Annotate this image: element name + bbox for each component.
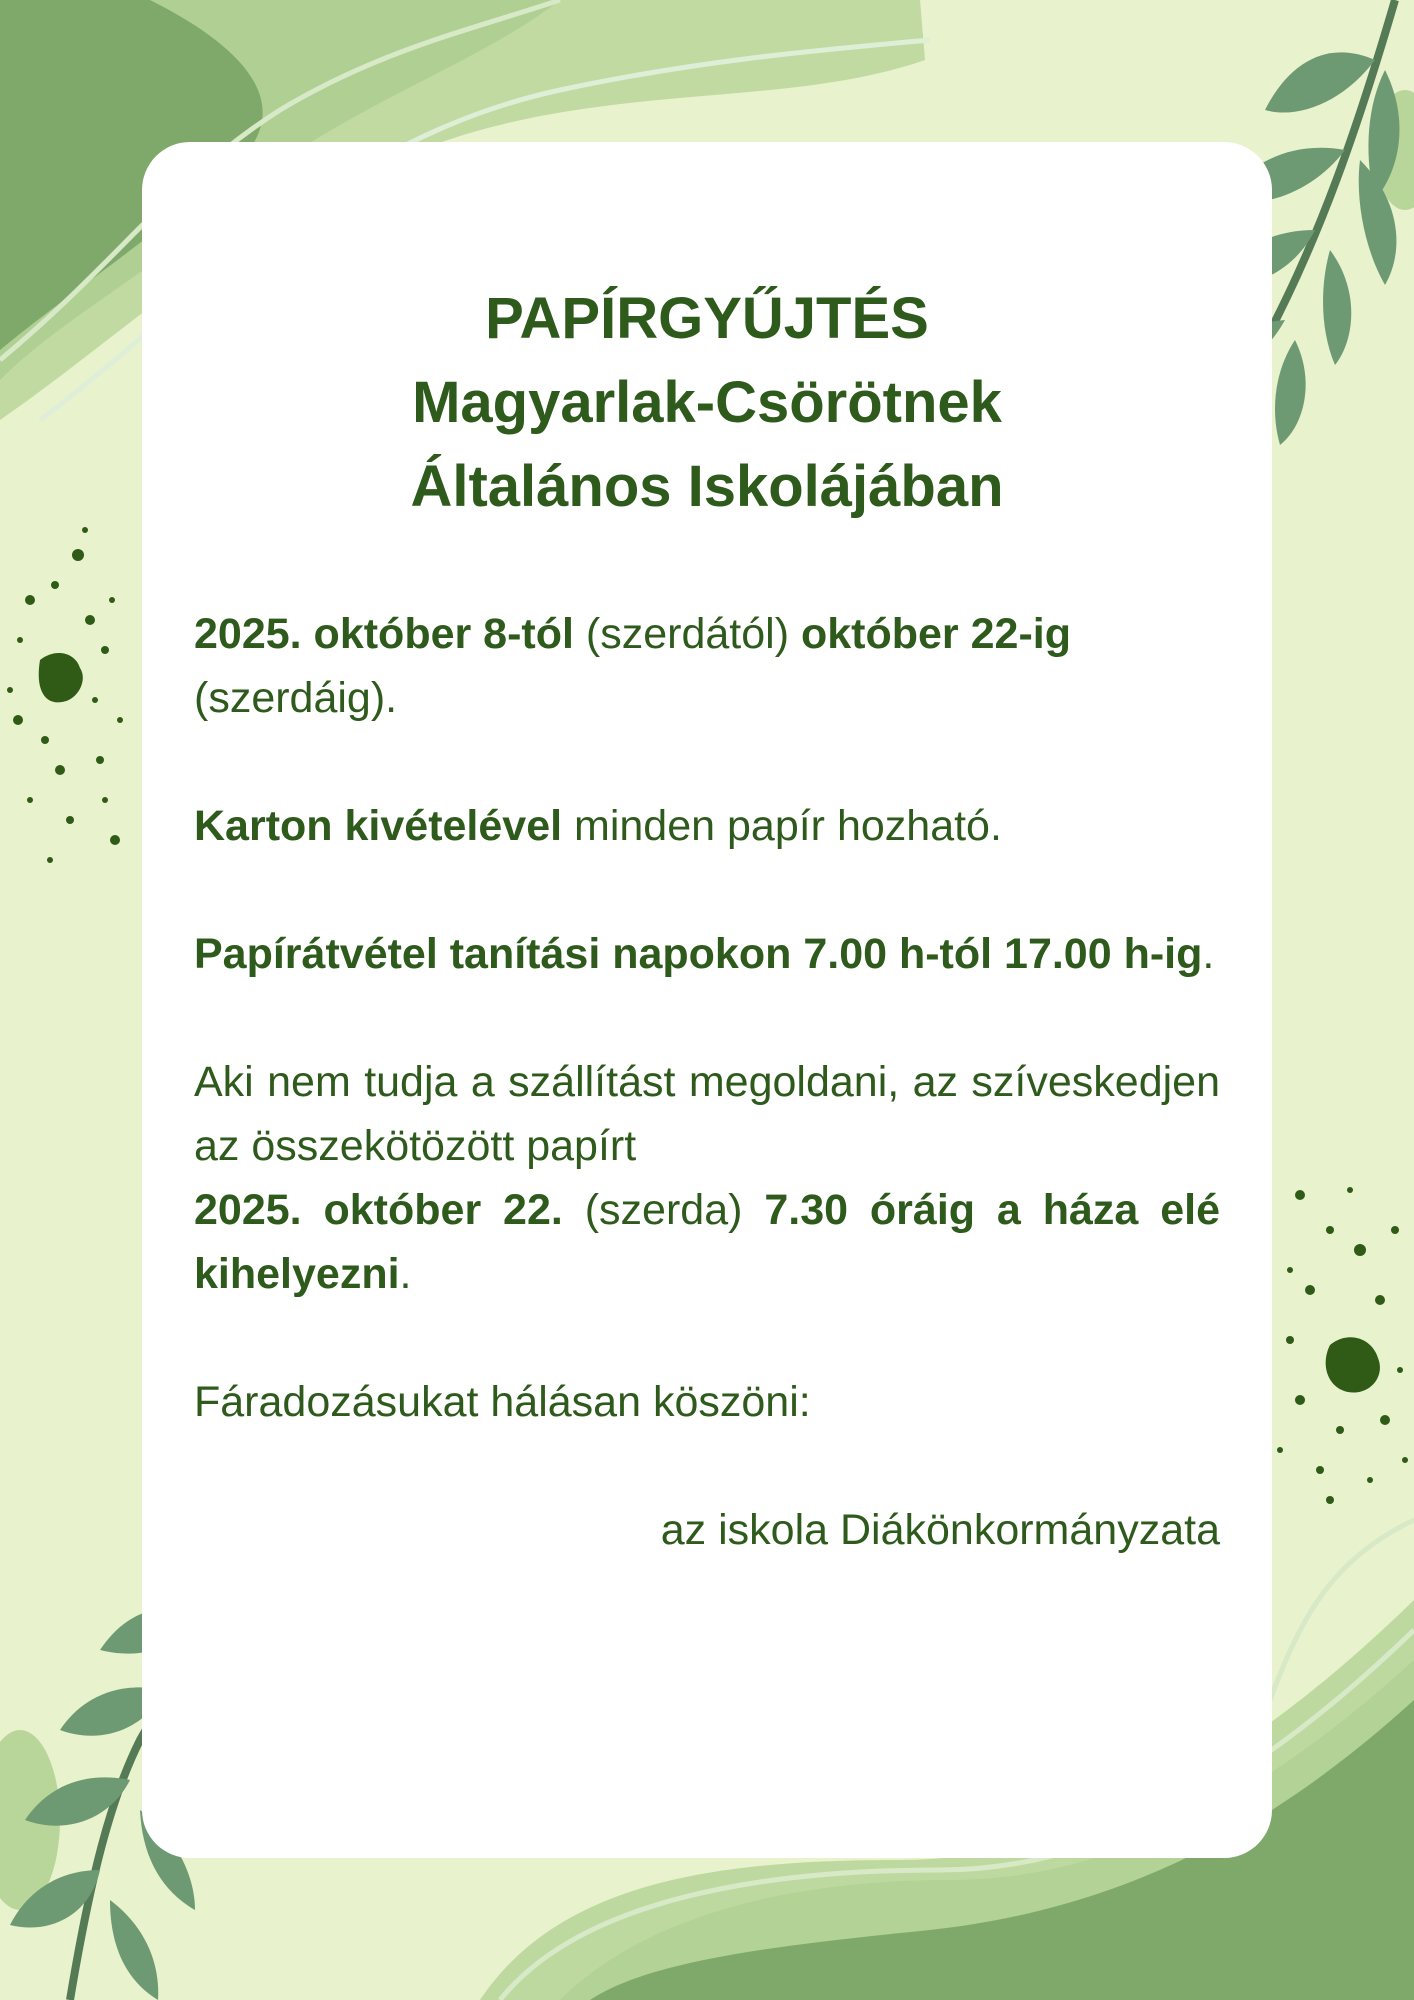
pickup-paragraph xyxy=(194,1050,1220,1306)
title-line-1: PAPÍRGYŰJTÉS xyxy=(485,286,929,351)
hours-bold: Papírátvétel tanítási napokon 7.00 h-tól 17.00 h-ig xyxy=(194,930,1203,978)
notice-card xyxy=(142,142,1272,1858)
date-to-day: (szerdáig). xyxy=(194,674,398,722)
title-line-3: Általános Iskolájában xyxy=(410,454,1004,519)
pickup-date: 2025. október 22. xyxy=(194,1186,563,1234)
date-to: október 22-ig xyxy=(800,610,1071,658)
date-from-day: (szerdától) xyxy=(585,610,790,658)
pickup-text: Aki nem tudja a szállítást megoldani, az szíveskedjen az összekötözött papírt xyxy=(194,1058,1220,1170)
exclusion-paragraph xyxy=(194,794,1220,858)
title-line-2: Magyarlak-Csörötnek xyxy=(412,370,1002,435)
notice-title xyxy=(142,277,1272,529)
exclusion-bold: Karton kivételével xyxy=(194,802,563,850)
date-paragraph xyxy=(194,602,1220,730)
exclusion-rest: minden papír hozható. xyxy=(574,802,1002,850)
signature: az iskola Diákönkormányzata xyxy=(660,1506,1220,1554)
hours-end: . xyxy=(1202,930,1215,978)
notice-body xyxy=(194,602,1220,1626)
paint-splatter-left xyxy=(7,527,123,863)
pickup-end: . xyxy=(399,1250,412,1298)
date-from: 2025. október 8-tól xyxy=(194,610,574,658)
hours-paragraph xyxy=(194,922,1220,986)
thanks-line: Fáradozásukat hálásan köszöni: xyxy=(194,1378,811,1426)
pickup-day: (szerda) xyxy=(584,1186,743,1234)
paint-splatter-right xyxy=(1277,1187,1408,1504)
pickup-time: 7.30 óráig a háza elé kihelyezni xyxy=(194,1186,1220,1298)
